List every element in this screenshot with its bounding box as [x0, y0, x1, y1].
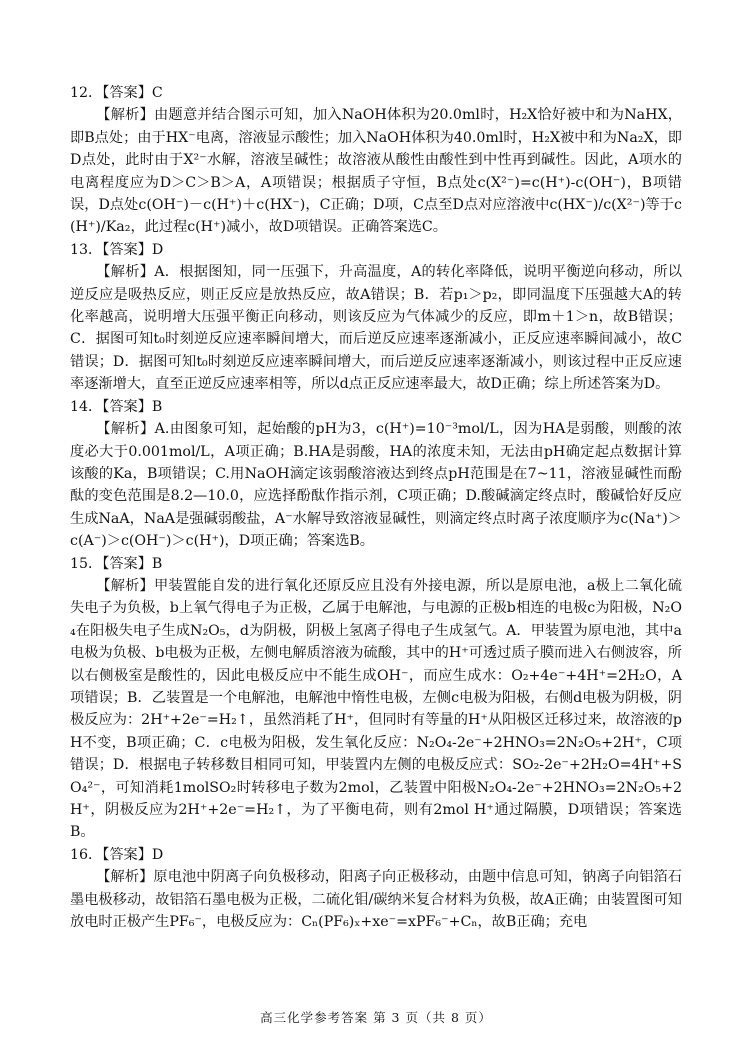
- answer-line: 15．【答案】B: [70, 555, 163, 572]
- explanation-paragraph: 【解析】A.由图象可知，起始酸的pH为3，c(H⁺)=10⁻³mol/L，因为HA是弱酸，则酸的浓度必大于0.001mol/L，A项正确；B.HA是弱酸，HA的浓度未知，无法由pH确定起点数据计算该酸的Ka，B项错误；C.用NaOH滴定该弱酸溶液达到终点pH范围是在7~11，溶液显碱性而酚酞的变色范围是8.2—10.0，应选择酚酞作指示剂，C项正确；D.酸碱滴定终点时，酸碱恰好反应生成NaA，NaA是强碱弱酸盐，A⁻水解导致溶液显碱性，则滴定终点时离子浓度顺序为c(Na⁺)＞c(A⁻)＞c(OH⁻)＞c(H⁺)，D项正确；答案选B。: [70, 421, 682, 550]
- explanation-paragraph: 【解析】原电池中阴离子向负极移动，阳离子向正极移动，由题中信息可知，钠离子向铝箔石墨电极移动，故铝箔石墨电极为正极，二硫化钼/碳纳米复合材料为负极，故A正确；由装置图可知放电时正极产生PF₆⁻，电极反应为：Cₙ(PF₆)ₓ+xe⁻=xPF₆⁻+Cₙ，故B正确；充电: [70, 869, 682, 931]
- question-12: [70, 82, 682, 239]
- question-14: [70, 396, 682, 553]
- question-13: [70, 239, 682, 396]
- answer-line: 13．【答案】D: [70, 241, 164, 258]
- page-footer: 高三化学参考答案 第 3 页（共 8 页）: [260, 1010, 492, 1025]
- explanation-paragraph: 【解析】甲装置能自发的进行氧化还原反应且没有外接电源，所以是原电池，a极上二氧化硫失电子为负极，b上氧气得电子为正极，乙属于电解池，与电源的正极b相连的电极c为阳极，N₂O₄在阳极失电子生成N₂O₅，d为阴极，阴极上氢离子得电子生成氢气。A．甲装置为原电池，其中a电极为负极、b电极为正极，左侧电解质溶液为硫酸，其中的H⁺可透过质子膜而进入右侧波容，所以右侧极室是酸性的，因此电极反应中不能生成OH⁻，而应生成水：O₂+4e⁻+4H⁺=2H₂O，A项错误；B．乙装置是一个电解池，电解池中惰性电极，左侧c电极为阳极，右侧d电极为阴极，阴极反应为：2H⁺+2e⁻=H₂↑，虽然消耗了H⁺，但同时有等量的H⁺从阳极区迁移过来，故溶液的pH不变，B项正确；C．c电极为阳极，发生氧化反应：N₂O₄-2e⁻+2HNO₃=2N₂O₅+2H⁺，C项错误；D．根据电子转移数目相同可知，甲装置内左侧的电极反应式：SO₂-2e⁻+2H₂O=4H⁺+SO₄²⁻，可知消耗1molSO₂时转移电子数为2mol，乙装置中阳极N₂O₄-2e⁻+2HNO₃=2N₂O₅+2H⁺，阴极反应为2H⁺+2e⁻=H₂↑，为了平衡电荷，则有2mol H⁺通过隔膜，D项错误；答案选B。: [70, 577, 682, 841]
- answer-key-body: [70, 82, 682, 933]
- explanation-paragraph: 【解析】由题意并结合图示可知，加入NaOH体积为20.0ml时，H₂X恰好被中和为NaHX，即B点处；由于HX⁻电离，溶液显示酸性；加入NaOH体积为40.0ml时，H₂X被中和为Na₂X，即D点处，此时由于X²⁻水解，溶液呈碱性；故溶液从酸性由酸性到中性再到碱性。因此，A项水的电离程度应为D＞C＞B＞A，A项错误；根据质子守恒，B点处c(X²⁻)=c(H⁺)-c(OH⁻)，B项错误，D点处c(OH⁻)－c(H⁺)＋c(HX⁻)，C正确；D项，C点至D点对应溶液中c(HX⁻)/c(X²⁻)等于c(H⁺)/Ka₂，此过程c(H⁺)减小，故D项错误。正确答案选C。: [70, 107, 682, 236]
- answer-line: 12．【答案】C: [70, 85, 163, 101]
- question-15: [70, 553, 682, 844]
- question-16: [70, 844, 682, 934]
- explanation-paragraph: 【解析】A．根据图知，同一压强下，升高温度，A的转化率降低，说明平衡逆向移动，所以逆反应是吸热反应，则正反应是放热反应，故A错误；B．若p₁＞p₂，即同温度下压强越大A的转化率越高，说明增大压强平衡正向移动，则该反应为气体减少的反应，即m＋1＞n，故B错误；C．据图可知t₀时刻逆反应速率瞬间增大，而后逆反应速率逐渐减小，正反应速率瞬间减小，故C错误；D．据图可知t₀时刻逆反应速率瞬间增大，而后逆反应速率逐渐减小，则该过程中正反应速率逐渐增大，直至正逆反应速率相等，所以d点正反应速率最大，故D正确；综上所述答案为D。: [70, 264, 682, 393]
- answer-line: 16．【答案】D: [70, 846, 164, 863]
- answer-line: 14．【答案】B: [70, 398, 163, 415]
